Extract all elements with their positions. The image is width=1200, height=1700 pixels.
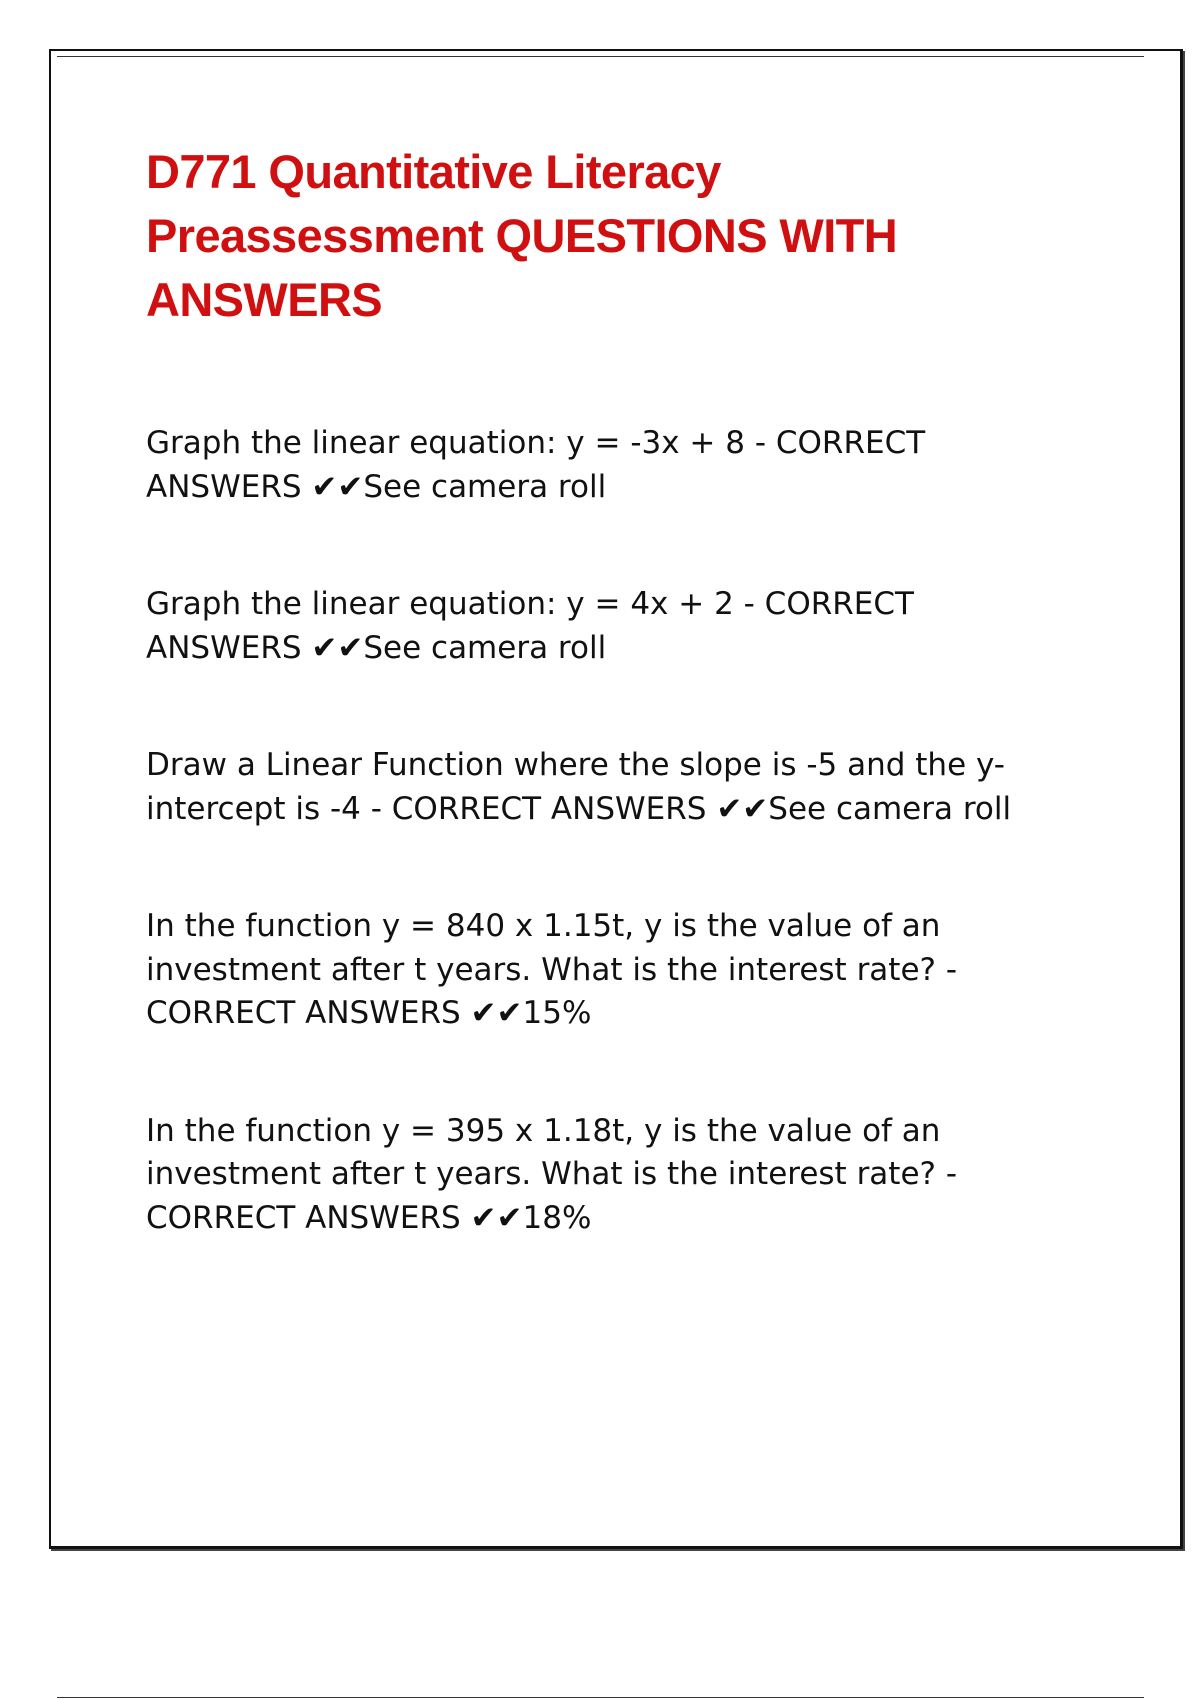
answer-text: 15% — [522, 995, 592, 1031]
answer-text: See camera roll — [768, 790, 1012, 827]
check-mark-icon: ✔✔ — [716, 790, 769, 827]
footer-rule — [57, 1697, 1144, 1698]
qa-item — [146, 905, 1006, 1036]
question-text: Draw a Linear Function where the slope is -5 and the y-intercept is -4 - CORRECT ANSWERS — [146, 747, 1005, 827]
document-body — [146, 140, 1066, 1240]
qa-item — [146, 744, 1076, 831]
qa-item — [146, 583, 956, 670]
document-title: D771 Quantitative Literacy Preassessment QUESTIONS WITH ANSWERS — [146, 145, 898, 326]
qa-list — [146, 422, 1066, 1240]
check-mark-icon: ✔✔ — [470, 995, 523, 1031]
answer-text: See camera roll — [363, 468, 607, 505]
question-text: Graph the linear equation: y = -3x + 8 - CORRECT ANSWERS — [146, 425, 926, 505]
check-mark-icon: ✔✔ — [470, 1199, 523, 1236]
answer-text: See camera roll — [363, 629, 607, 666]
header-rule — [57, 56, 1144, 57]
question-text: In the function y = 840 x 1.15t, y is the value of an investment after t years. What is the interest rate? - CORRECT ANSWERS — [146, 908, 958, 1031]
check-mark-icon: ✔✔ — [311, 468, 364, 505]
qa-item — [146, 422, 956, 509]
qa-item — [146, 1110, 1006, 1241]
answer-text: 18% — [522, 1199, 592, 1236]
check-mark-icon: ✔✔ — [311, 629, 364, 666]
question-text: Graph the linear equation: y = 4x + 2 - CORRECT ANSWERS — [146, 586, 914, 666]
question-text: In the function y = 395 x 1.18t, y is the value of an investment after t years. What is the interest rate? - CORRECT ANSWERS — [146, 1112, 958, 1236]
